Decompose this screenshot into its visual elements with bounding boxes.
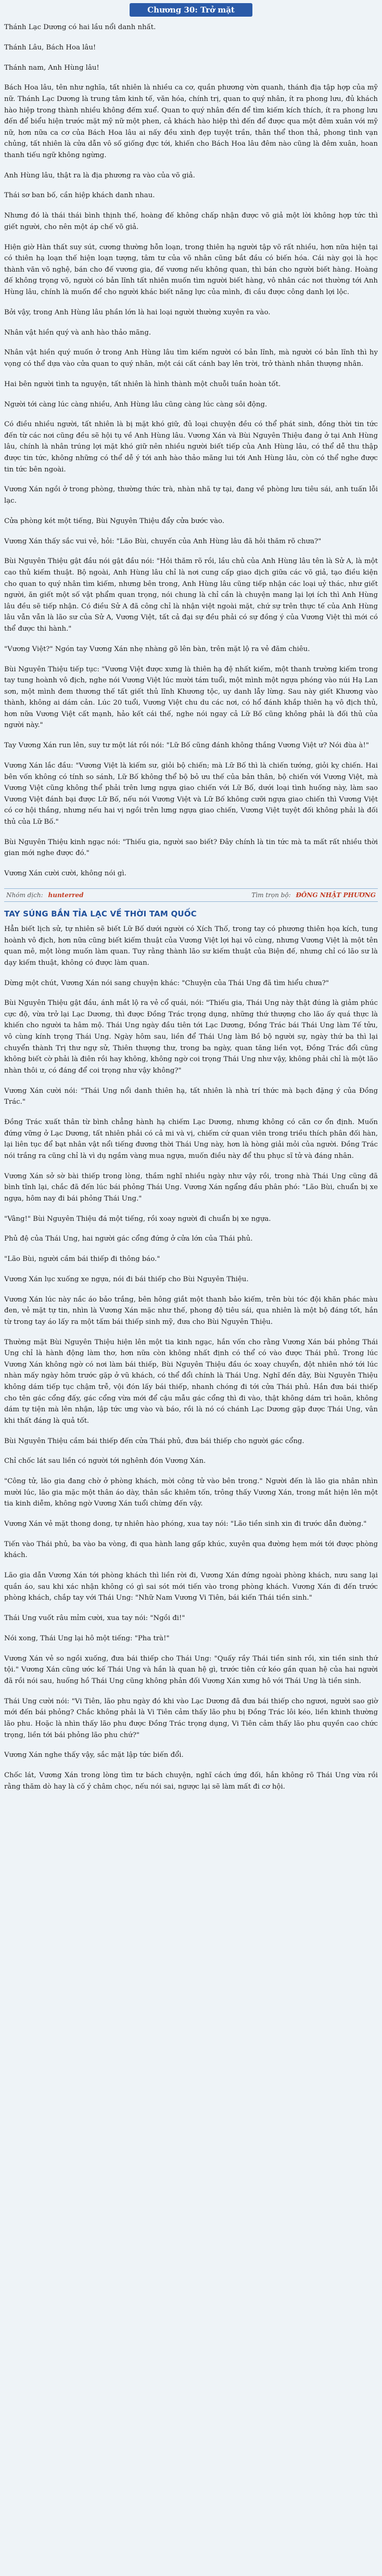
paragraph: Anh Hùng lâu, thật ra là địa phương ra vào của võ giả. [4,171,195,180]
paragraph: Bùi Nguyên Thiệu gật đầu, ánh mắt lộ ra vẻ cổ quái, nói: "Thiếu gia, Thái Ung này thật đúng là giảm phúc cực độ, vừa trở lại Lạc Dương, thì được Đồng Trác trọng dụng, những thứ thượng cho lão ấy quá thực là khiến cho người ta hâm mộ. Thái Ung ngày đầu tiên tới Lạc Dương, Đồng Trác bái Thái Ung làm Tế tửu, vô cùng kính trọng Thái Ung. Ngày hôm sau, liền để Thái Ung làm Bồ bộ người sự, ngày thứ ba thì lại chuyển thành Trị thư ngự sử, Thiên thượng thư, trong ba ngày, quan tăng liền vọt, Đồng Trác đổi cũng không biết cờ phải là điên rồi hay không, không ngờ coi trọng Thái Ung như vậy, không phải chỉ là một lão nhàn thôi ư, có đáng để coi trọng như vậy không?" [4,999,378,1075]
paragraph: Cửa phòng két một tiếng, Bùi Nguyên Thiệu đẩy cửa bước vào. [4,517,225,525]
story-section-1 [4,22,378,879]
paragraph: "Vương Việt?" Ngón tay Vương Xán nhẹ nhàng gõ lên bàn, trên mặt lộ ra vẻ đăm chiêu. [4,645,310,653]
paragraph: Lão gia dẫn Vương Xán tới phòng khách thì liền rời đi, Vương Xán đứng ngoài phòng khách, nưu sang lại quần áo, sau khi xác nhận không có gì sai sót mới tiến vào trong phòng khách. Vương Xán đi đến trước phòng khách, chắp tay với Thái Ung: "Nhữ Nam Vương Vi Tiên, bái kiến Thái tiền sinh." [4,1572,378,1602]
paragraph: "Lão Bùi, người cầm bái thiếp đi thông báo." [4,1255,160,1264]
paragraph: Bùi Nguyên Thiệu gật đầu nói gật đầu nói: "Hỏi thăm rõ rồi, lầu chủ của Anh Hùng lâu tên là Sử A, là một cao thủ kiếm thuật. Bộ ngoài, Anh Hùng lâu chỉ là nơi cung cấp giao dịch giữa các võ giả, tạo điều kiện cho quan to quý nhân tìm kiếm, nhưng bên trong, Anh Hùng lâu cũng tiếp nhận các loại uỷ thác, như giết người, ăn giết một số vật phẩm quan trọng, nói chung là chỉ cần là chuyện mang lại lợi ích thì Anh Hùng lâu đều sẽ tiếp nhận. Có điều Sử A đã công chỉ là nhận việt ngoài mặt, chứ sự trên thực tế của Anh Hùng lâu vẫn vẫn là lão sư của Sử A, Vương Việt, tất cả đại sự đều phải có sự đồng ý của Vương Việt thì mới có thể được thi hành." [4,557,378,633]
paragraph: Vương Xán cười nói: "Thái Ung nổi danh thiên hạ, tất nhiên là nhà trí thức mà bạch đặng ý của Đồng Trác." [4,1087,378,1106]
paragraph: Tiến vào Thái phủ, ba vào ba vòng, đi qua hành lang gấp khúc, xuyên qua đường hẹm mới tới được phòng khách. [4,1540,378,1560]
source-label: Tìm trọn bộ: [251,891,291,899]
paragraph: Dừng một chút, Vương Xán nói sang chuyện khác: "Chuyện của Thái Ung đã tìm hiểu chưa?" [4,979,329,987]
paragraph: Vương Xán sở sờ bài thiếp trong lòng, thầm nghĩ nhiều ngày như vậy rồi, trong nhà Thái Ung cũng đã bình tĩnh lại, chắc đã đến lúc bái phỏng Thái Ung. Vương Xán ngẩng đầu phân phó: "Lão Bùi, chuẩn bị xe ngựa, hôm nay đi bái phỏng Thái Ung." [4,1172,378,1203]
translator-credit [6,891,84,899]
paragraph: Bùi Nguyên Thiệu kinh ngạc nói: "Thiếu gia, người sao biết? Đây chính là tin tức mà ta mất rất nhiều thời gian mới nghe được đó." [4,838,378,858]
story-section-2 [4,924,378,1792]
paragraph: Phủ đệ của Thái Ung, hai người gác cổng đứng ở cửa lớn của Thái phủ. [4,1235,253,1243]
translator-label: Nhóm dịch: [6,891,43,899]
chapter-title: Chương 30: Trở mặt [130,3,252,17]
paragraph: Thái Ung cười nói: "Vi Tiên, lão phu ngày đó khi vào Lạc Dương đã đưa bái thiếp cho ngươi, người sao giờ mới đến bái phỏng? Chắc không phải là Vi Tiên cảm thấy lão phu bị Đồng Trác lôi kéo, liền khinh thường lão phu. Hoặc là nhìn thấy lão phu được Đồng Trác trọng dụng, Vi Tiên cảm thấy lão phu quyền cao chức trọng, liền tới bái phỏng lão phu chứ?" [4,1697,378,1739]
paragraph: Người tới càng lúc càng nhiều, Anh Hùng lâu cũng càng lúc càng sôi động. [4,400,268,409]
source-credit [251,891,376,899]
paragraph: Bởi vậy, trong Anh Hùng lâu phần lớn là hai loại người thường xuyên ra vào. [4,308,271,316]
paragraph: Thái Ung vuốt râu mỉm cười, xua tay nói: "Ngồi đi!" [4,1614,185,1623]
paragraph: Thường mặt Bùi Nguyên Thiệu hiện lên một tia kinh ngạc, hắn vốn cho rằng Vương Xán bái phỏng Thái Ung chỉ là hành động làm thơ, hơn nữa còn không nhất định có thể có vào được Thái phủ. Trong lúc Vương Xán không ngờ có nơi làm bái thiếp, Bùi Nguyên Thiệu đầu óc xoay chuyển, đột nhiên nhớ tới lúc nhàn mấy ngày hôm trước gặp ở vũ khách, có thể đổi chính là Thái Ung. Nghĩ đến đây, Bùi Nguyên Thiệu không dám tiếp tục chậm trễ, vội đón lấy bái thiếp, nhanh chóng đi tới cửa Thái phủ. Hắn đưa bái thiếp cho tên gác cổng đấy, gác cổng vừa mới để cậu mẫu gác cổng thì đi vào, thật không dám trì hoãn, không dám tự tiện mà lên nhận, lập tức ưng vào và báo, rồi là nó có chánh Lạc Dương gặp được Thái Ung, vân khi thất đáng là quả tốt. [4,1338,378,1425]
story-group-title: TAY SÚNG BẮN TỈA LẠC VỀ THỜI TAM QUỐC [4,909,197,919]
paragraph: Bách Hoa lâu, tên như nghĩa, tất nhiên là nhiều ca cơ, quần phương vờn quanh, thánh địa tập hợp của mỹ nữ. Thánh Lạc Dương là trung tâm kinh tế, văn hóa, chính trị, quan to quý nhân, ít ra phong lưu, đủ khách hào hiệp trong thành nhiều không đếm xuể. Quan to quý nhân đến để tìm kiếm kích thích, ít ra phong lưu đến để biểu hiện trước mặt mỹ nữ một phen, cả khách hào hiệp thì đến để được qua một đêm xuân với mỹ nữ, hơn nữa ca cơ của Bách Hoa lâu ai nấy đều xinh đẹp tuyệt trần, thân thể thon thả, phong tình vạn chủng, tất nhiên là cửa dẫn vô số giống đực tới, khiến cho Bách Hoa lâu đêm nào cũng là đêm xuân, hoan thanh tiếu ngữ không ngừng. [4,84,378,159]
paragraph: Thái sơ ban bố, cần hiệp khách danh nhau. [4,192,155,200]
paragraph: "Vâng!" Bùi Nguyên Thiệu đá một tiếng, rồi xoay người đi chuẩn bị xe ngựa. [4,1215,271,1223]
paragraph: Vương Xán nghe thấy vậy, sắc mặt lập tức biến đổi. [4,1751,184,1759]
paragraph: Vương Xán vẻ so ngồi xuống, đưa bái thiếp cho Thái Ung: "Quấy rầy Thái tiền sinh rồi, xin tiền sinh thứ tội." Vương Xán cũng ước kế Thái Ung và hắn là quan hệ gì, trước tiên cứ kéo gần quan hệ của hai người đã rồi nói sau, huống hồ Thái Ung cũng không phản đối Vương Xán xưng hô với Thái Ung là tiền sinh. [4,1654,378,1685]
paragraph: Vương Xán ngồi ở trong phòng, thường thức trà, nhàn nhã tự tại, đang về phòng lưu tiêu sái, anh tuấn lỗi lạc. [4,486,378,505]
credits-bar [4,888,378,902]
paragraph: Nhưng đó là thái thái bình thịnh thế, hoàng đế không chấp nhận được võ giả một lời không hợp tức thì giết người, cho nên một áp chế võ giả. [4,212,378,231]
paragraph: Tay Vương Xán run lên, suy tư một lát rồi nói: "Lữ Bố cũng đánh không thắng Vương Việt ư? Nói đùa à!" [4,742,369,750]
paragraph: Có điều nhiều người, tất nhiên là bị mặt khó giữ, đủ loại chuyện đều có thể phát sinh, đồng thời tin tức đến từ các nơi cũng đều sẽ hội tụ về Anh Hùng lâu. Vương Xán và Bùi Nguyên Thiệu đang ở tại Anh Hùng lâu, chính là nhân trúng lợi mặt khó giữ nên nhiều người biết tiếp của Anh Hùng lâu, có thể dễ thu thập được tin tức, không những có thể dễ ý tới anh hào thảo mãng lui tới Anh Hùng lâu, còn có thể nghe được tin tức bên ngoài. [4,420,378,474]
paragraph: Hai bên người tình ta nguyện, tất nhiên là hình thành một chuỗi tuần hoàn tốt. [4,380,281,388]
paragraph: Vương Xán lúc này nắc áo bảo trắng, bên hông giắt một thanh bảo kiếm, trên bùi tóc đội khăn phác màu đen, vẻ mặt tự tin, nhìn là Vương Xán mặc như thế, phong độ tiêu sái, qua nhiên là một bộ đáng tốt, hắn từ trong tay áo lấy ra một tấm bái thiếp sinh mỹ, đưa cho Bùi Nguyên Thiệu. [4,1295,378,1326]
paragraph: Vương Xán lục xuống xe ngựa, nói đi bái thiếp cho Bùi Nguyên Thiệu. [4,1275,249,1283]
paragraph: Bùi Nguyên Thiệu tiếp tục: "Vương Việt được xưng là thiên hạ đệ nhất kiếm, một thanh trường kiếm trong tay tung hoành vô địch, nghe nói Vương Việt lúc mười tám tuổi, một mình một ngựa phóng vào núi Hạ Lan sơn, một mình đem thương thế tất giết thủ lĩnh Khương tộc, uy danh lẫy lừng. Sau này giết Khương vào thành, không ai dám cản. Lúc 20 tuổi, Vương Việt chu du các nơi, có hổ đánh khắp thiên hạ vô địch thủ, hơn nữa Vương Việt cất mạnh, hảo kết cái thế, nghe nói ngay cả Lữ Bố cũng không phải là đối thủ của người này." [4,665,378,730]
paragraph: Bùi Nguyên Thiệu cầm bái thiếp đến cửa Thái phủ, đưa bái thiếp cho người gác cổng. [4,1437,304,1445]
paragraph: Vương Xán vẻ mặt thong dong, tự nhiên hào phóng, xua tay nói: "Lão tiền sinh xin đi trước dẫn đường." [4,1520,367,1528]
paragraph: Thánh Lạc Dương có hai lầu nổi danh nhất. [4,23,156,31]
page [0,3,382,2576]
paragraph: Hiện giờ Hàn thất suy sút, cương thường hỗn loạn, trong thiên hạ người tập võ rất nhiều, hơn nữa hiện tại có thiên hạ loạn thế hiện loạn tượng, tâm tư của võ nhân cũng bắt đầu có biến hóa. Cái này gọi là học thành văn võ nghệ, bán cho đế vương gia, đế vương nếu không quan, thì bán cho người biết hàng. Hoàng đế không trọng võ, người có bản lĩnh tất nhiên muốn tìm người biết hàng, vô nhân các nơi thường tới Anh Hùng lâu, chính là muốn để cho người khác biết năng lực của mình, đi cầu được công danh lợi lộc. [4,243,378,296]
paragraph: Chỉ chốc lát sau liền có người tới nghênh đón Vương Xán. [4,1457,206,1465]
paragraph: Đồng Trác xuất thân từ bình chẳng hành hạ chiếm Lạc Dương, nhưng không có căn cơ ổn định. Muốn đứng vững ở Lạc Dương, tất nhiên phải có cả mi và vị, chiếm cứ quan viên trong triều thích phân đối hàn, lại liên tục để bạt nhân vật nổi tiếng đương thời Thái Ung này, hơn là hòng giải mỏi của người. Đồng Trác nói trắng ra cũng chỉ là vì dụ ngầm vàng mua ngựa, muốn điều này để thu phục sĩ tử và đáng nhân. [4,1118,378,1160]
paragraph: Nói xong, Thái Ung lại hô một tiếng: "Pha trà!" [4,1635,170,1642]
paragraph: Thánh nam, Anh Hùng lâu! [4,63,99,72]
paragraph: Nhân vật hiền quý muốn ở trong Anh Hùng lâu tìm kiếm người có bản lĩnh, mà người có bản lĩnh thì hy vọng có thể dựa vào cửa quan to quý nhân, một cái cất cánh bay lên trời, trở thành nhân thượng nhân. [4,349,378,368]
paragraph: Hẳn biết lịch sử, tự nhiên sẽ biết Lữ Bố dưới người có Xích Thố, trong tay có phương thiên họa kích, tung hoành vô địch, hơn nữa cũng biết kiếm thuật của Vương Việt lợi hại vô cùng, nhưng Vương Việt là một tên quan mê, một lòng muốn làm quan. Tuy rằng thành lão sư kiếm thuật của Biện đế, nhưng chỉ có lão sư là dạy kiếm thuật, không có được làm quan. [4,925,378,967]
paragraph: Chốc lát, Vương Xán trong lòng tìm tư bách chuyện, nghĩ cách ứng đối, hắn không rõ Thái Ung vừa rồi rằng thăm dò hay là cố ý châm chọc, nếu nói sai, ngược lại sẽ làm mất đi cơ hội. [4,1771,378,1791]
paragraph: Thánh Lâu, Bách Hoa lâu! [4,43,96,52]
paragraph: Vương Xán cười cười, không nói gì. [4,870,126,878]
translator-name: hunterred [48,891,84,899]
paragraph: "Công tử, lão gia đang chờ ở phòng khách, mời công tử vào bên trong." Người đến là lão gia nhân nhìn mười lúc, lão gia mặc một thân áo dày, thân sắc khiêm tốn, trông thấy Vương Xán, trong mắt hiện lên một tia kinh diễm, không ngờ Vương Xán tuổi chừng đến vậy. [4,1477,378,1508]
paragraph: Nhân vật hiền quý và anh hào thảo mãng. [4,328,151,337]
paragraph: Vương Xán lắc đầu: "Vương Việt là kiếm sư, giỏi bộ chiến; mà Lữ Bố thì là chiến tướng, giỏi kỵ chiến. Hai bên vốn không có tính so sánh, Lữ Bố không thể bộ bỏ ưu thế của bản thân, bộ chiến với Vương Việt, mà Vương Việt cũng không thể phải trên lưng ngựa giao chiến với Lữ Bố, dưới loại tình huống này, làm sao Vương Việt đánh bại được Lữ Bố, nếu nói Vương Việt và Lữ Bố không cưỡi ngựa giao chiến thì Vương Việt có cơ hội thắng, nhưng nếu hai vị ngồi trên lưng ngựa giao chiến, Vương Việt tuyệt đối không phải là đối thủ của Lữ Bố." [4,762,378,826]
source-name[interactable]: ĐÔNG NHẬT PHƯƠNG [296,891,376,899]
paragraph: Vương Xán thấy sắc vui vẻ, hỏi: "Lão Bùi, chuyến của Anh Hùng lâu đã hỏi thăm rõ chưa?" [4,537,322,545]
